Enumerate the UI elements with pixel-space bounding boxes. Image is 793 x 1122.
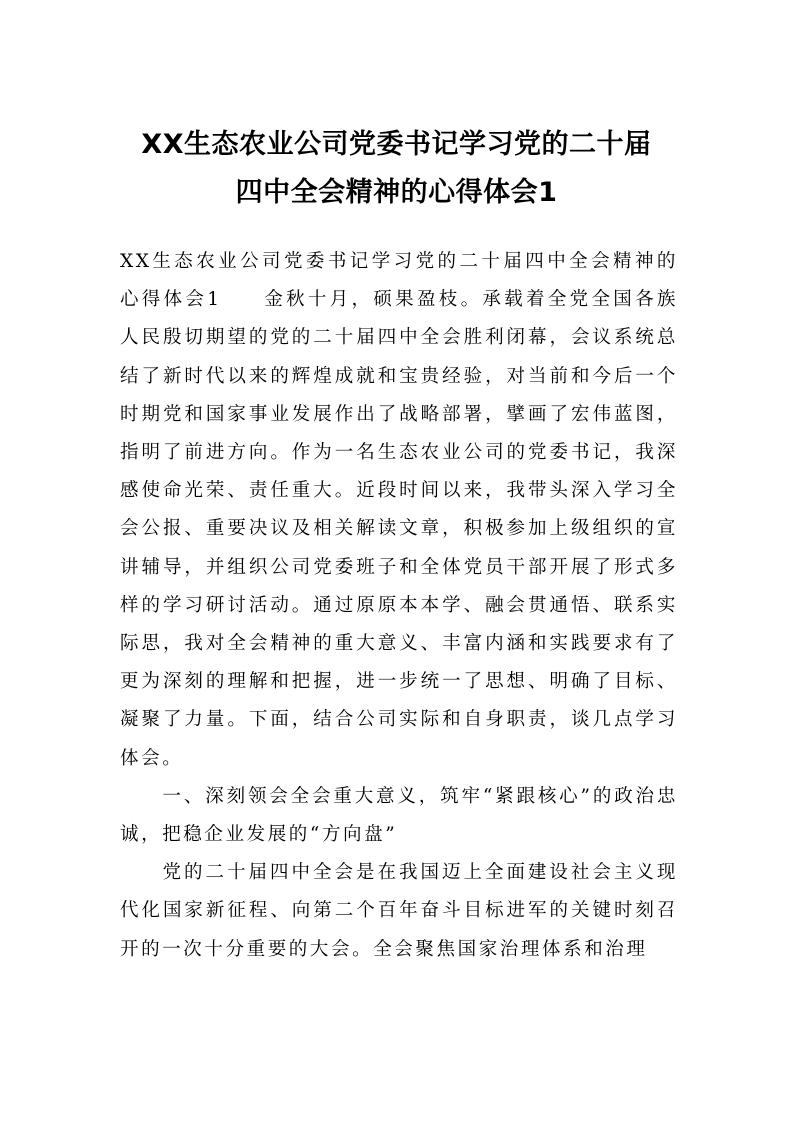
- intro-paragraph: [120, 243, 678, 778]
- section-1-paragraph: 党的二十届四中全会是在我国迈上全面建设社会主义现代化国家新征程、向第二个百年奋斗目标进军的关键时刻召开的一次十分重要的大会。全会聚焦国家治理体系和治理: [120, 862, 678, 960]
- title-line-2: 四中全会精神的心得体会1: [235, 177, 558, 208]
- document-title: [100, 121, 693, 217]
- title-line-1: XX生态农业公司党委书记学习党的二十届: [141, 129, 652, 160]
- intro-lead: XX生态农业公司党委书记学习党的二十届四中全会精神的心得体会1: [120, 251, 678, 311]
- document-body: [120, 243, 678, 969]
- intro-body: 金秋十月，硕果盈枝。承载着全党全国各族人民殷切期望的党的二十届四中全会胜利闭幕，会议系统总结了新时代以来的辉煌成就和宝贵经验，对当前和今后一个时期党和国家事业发展作出了战略部署，擘画了宏伟蓝图，指明了前进方向。作为一名生态农业公司的党委书记，我深感使命光荣、责任重大。近段时间以来，我带头深入学习全会公报、重要决议及相关解读文章，积极参加上级组织的宣讲辅导，并组织公司党委班子和全体党员干部开展了形式多样的学习研讨活动。通过原原本本学、融会贯通悟、联系实际思，我对全会精神的重大意义、丰富内涵和实践要求有了更为深刻的理解和把握，进一步统一了思想、明确了目标、凝聚了力量。下面，结合公司实际和自身职责，谈几点学习体会。: [120, 289, 678, 769]
- section-1-heading: 一、深刻领会全会重大意义，筑牢“紧跟核心”的政治忠诚，把稳企业发展的“方向盘”: [120, 785, 678, 846]
